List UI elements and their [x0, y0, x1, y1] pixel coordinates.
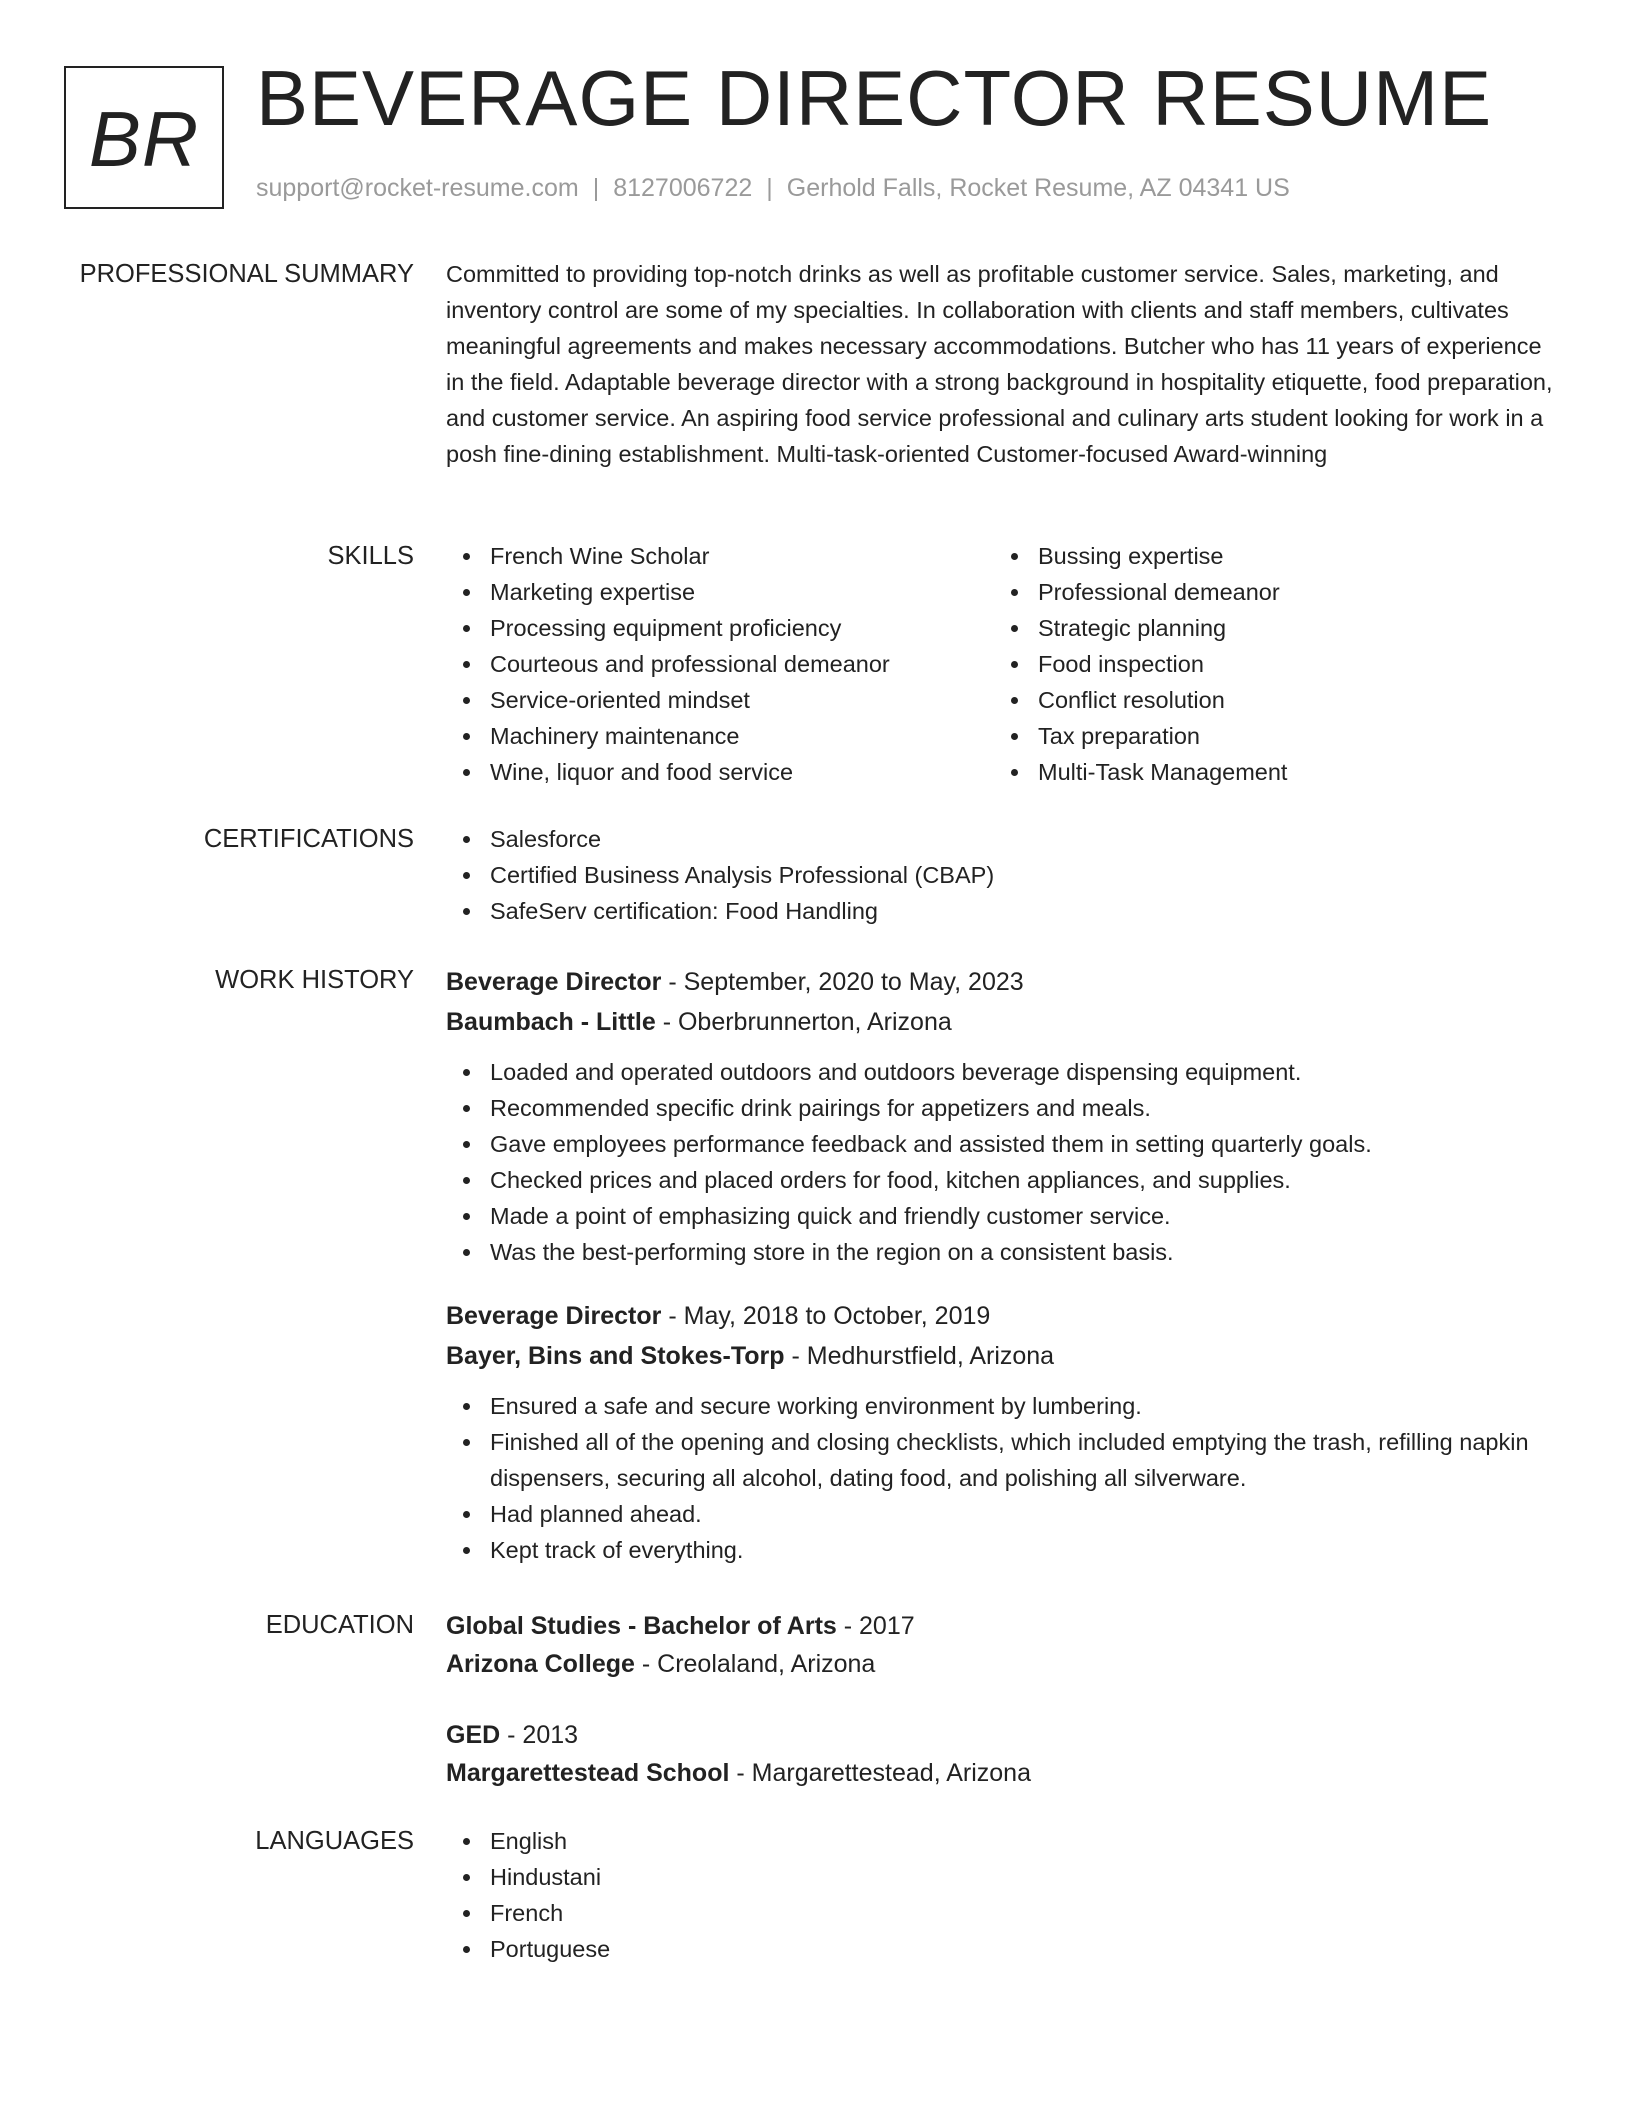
list-item: Loaded and operated outdoors and outdoors beverage dispensing equipment.	[446, 1054, 1566, 1090]
summary-text: Committed to providing top-notch drinks as well as profitable customer service. Sales, marketing, and inventory control are some of my specialties. In collaboration with clients and staff members, cultivates meaningful agreements and makes necessary accommodations. Butcher who has 11 years of experience in the field. Adaptable beverage director with a strong background in hospitality etiquette, food preparation, and customer service. An aspiring food service professional and culinary arts student looking for work in a posh fine-dining establishment. Multi-task-oriented Customer-focused Award-winning	[446, 261, 1553, 467]
list-item: Hindustani	[446, 1859, 1566, 1895]
languages-list	[446, 1823, 1566, 1967]
skills-list-left	[446, 538, 994, 790]
list-item: SafeServ certification: Food Handling	[446, 893, 1566, 929]
section-label: SKILLS	[327, 542, 414, 570]
job-company: Baumbach - Little	[446, 1008, 656, 1036]
skills-list-right	[994, 538, 1542, 790]
contact-phone: 8127006722	[613, 174, 753, 202]
list-item: Professional demeanor	[994, 574, 1542, 610]
contact-line	[256, 174, 1290, 203]
list-item: Salesforce	[446, 821, 1566, 857]
job-entry	[446, 962, 1566, 1270]
job-company: Bayer, Bins and Stokes-Torp	[446, 1342, 785, 1370]
graduation-year: - 2013	[507, 1721, 579, 1749]
job-location: - Medhurstfield, Arizona	[791, 1342, 1055, 1370]
job-title: Beverage Director	[446, 968, 662, 996]
list-item: Certified Business Analysis Professional (CBAP)	[446, 857, 1566, 893]
job-title: Beverage Director	[446, 1302, 662, 1330]
certifications-list	[446, 821, 1566, 929]
list-item: Conflict resolution	[994, 682, 1542, 718]
education-entry	[446, 1607, 1566, 1683]
list-item: Courteous and professional demeanor	[446, 646, 994, 682]
degree: GED	[446, 1721, 501, 1749]
separator: |	[592, 174, 600, 202]
school-location: - Creolaland, Arizona	[641, 1650, 876, 1678]
job-dates: - September, 2020 to May, 2023	[668, 968, 1024, 996]
list-item: Was the best-performing store in the region on a consistent basis.	[446, 1234, 1566, 1270]
list-item: Finished all of the opening and closing checklists, which included emptying the trash, refilling napkin dispensers, securing all alcohol, dating food, and polishing all silverware.	[446, 1424, 1566, 1496]
job-company-line	[446, 1002, 1566, 1042]
job-company-line	[446, 1336, 1566, 1376]
job-duties-list	[446, 1388, 1566, 1568]
list-item: Gave employees performance feedback and assisted them in setting quarterly goals.	[446, 1126, 1566, 1162]
section-label: WORK HISTORY	[215, 966, 414, 994]
list-item: Portuguese	[446, 1931, 1566, 1967]
list-item: French	[446, 1895, 1566, 1931]
list-item: Service-oriented mindset	[446, 682, 994, 718]
list-item: Food inspection	[994, 646, 1542, 682]
list-item: Machinery maintenance	[446, 718, 994, 754]
education-entry	[446, 1716, 1566, 1792]
school-name: Margarettestead School	[446, 1759, 730, 1787]
job-title-line	[446, 962, 1566, 1002]
job-location: - Oberbrunnerton, Arizona	[662, 1008, 952, 1036]
list-item: Processing equipment proficiency	[446, 610, 994, 646]
list-item: Made a point of emphasizing quick and friendly customer service.	[446, 1198, 1566, 1234]
contact-email: support@rocket-resume.com	[256, 174, 579, 202]
list-item: Had planned ahead.	[446, 1496, 1566, 1532]
school-name: Arizona College	[446, 1650, 635, 1678]
list-item: Checked prices and placed orders for food, kitchen appliances, and supplies.	[446, 1162, 1566, 1198]
job-duties-list	[446, 1054, 1566, 1270]
section-label: LANGUAGES	[255, 1827, 414, 1855]
list-item: Strategic planning	[994, 610, 1542, 646]
page-title: BEVERAGE DIRECTOR RESUME	[256, 54, 1493, 142]
list-item: Bussing expertise	[994, 538, 1542, 574]
list-item: English	[446, 1823, 1566, 1859]
job-entry	[446, 1296, 1566, 1568]
separator: |	[766, 174, 773, 202]
job-dates: - May, 2018 to October, 2019	[668, 1302, 991, 1330]
graduation-year: - 2017	[843, 1612, 915, 1640]
initials: BR	[88, 95, 200, 183]
list-item: Tax preparation	[994, 718, 1542, 754]
list-item: Multi-Task Management	[994, 754, 1542, 790]
list-item: French Wine Scholar	[446, 538, 994, 574]
job-title-line	[446, 1296, 1566, 1336]
school-location: - Margarettestead, Arizona	[736, 1759, 1031, 1787]
list-item: Wine, liquor and food service	[446, 754, 994, 790]
section-label: CERTIFICATIONS	[203, 825, 414, 853]
section-label: PROFESSIONAL SUMMARY	[79, 260, 414, 288]
list-item: Recommended specific drink pairings for appetizers and meals.	[446, 1090, 1566, 1126]
skills-grid	[446, 538, 1566, 790]
section-label: EDUCATION	[265, 1611, 414, 1639]
list-item: Ensured a safe and secure working environment by lumbering.	[446, 1388, 1566, 1424]
monogram-logo	[64, 66, 224, 209]
contact-address: Gerhold Falls, Rocket Resume, AZ 04341 US	[786, 174, 1290, 202]
list-item: Kept track of everything.	[446, 1532, 1566, 1568]
list-item: Marketing expertise	[446, 574, 994, 610]
degree: Global Studies - Bachelor of Arts	[446, 1612, 837, 1640]
